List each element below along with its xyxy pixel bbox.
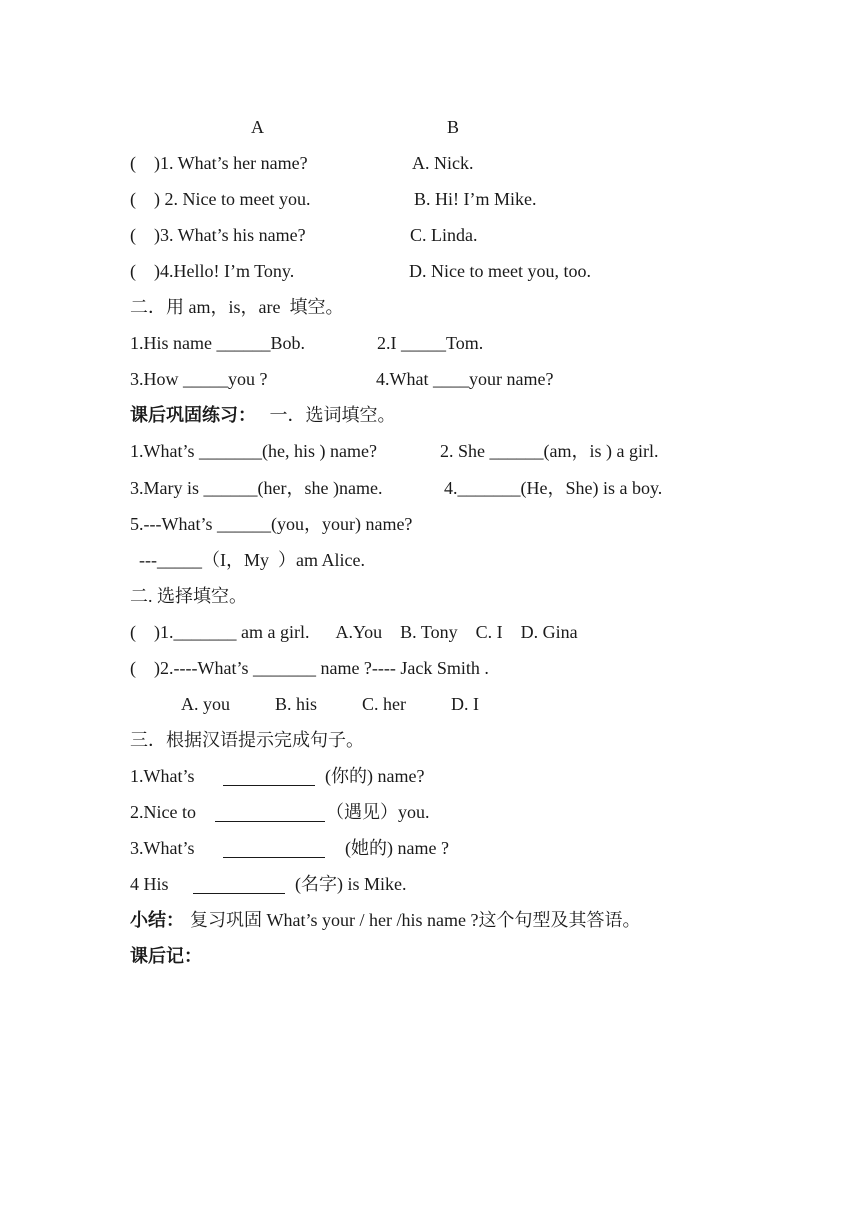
matching-answer-a: A. Nick. [412,153,474,173]
choice-question-2-options: A. you B. his C. her D. I [181,694,479,714]
practice-section-1-title: 一．选词填空。 [256,405,396,425]
fill-question-3: 3.How _____you ? [130,369,268,389]
fill-question-1: 1.His name ______Bob. [130,333,305,353]
complete-question-2-prefix: 2.Nice to [130,802,196,822]
choice-question-2: ( )2.----What’s _______ name ?---- Jack Smith . [130,658,489,678]
answer-blank-1 [223,785,315,786]
fill-question-2: 2.I _____Tom. [377,333,484,353]
answer-blank-4 [193,893,285,894]
word-choice-question-5: 5.---What’s ______(you，your) name? [130,514,413,534]
word-choice-question-4: 4._______(He，She) is a boy. [444,478,663,498]
complete-question-3-hint: (她的) name ? [345,838,449,858]
complete-question-4-hint: (名字) is Mike. [295,874,407,894]
complete-question-1-hint: (你的) name? [325,766,425,786]
section-title-complete: 三．根据汉语提示完成句子。 [130,730,364,750]
summary-label: 小结： [130,910,184,930]
choice-question-1: ( )1._______ am a girl. A.You B. Tony C. I D. Gina [130,622,578,642]
matching-answer-c: C. Linda. [410,225,478,245]
complete-question-4-prefix: 4 His [130,874,169,894]
matching-answer-d: D. Nice to meet you, too. [409,261,591,281]
matching-question-2: ( ) 2. Nice to meet you. [130,189,311,209]
matching-question-4: ( )4.Hello! I’m Tony. [130,261,295,281]
summary-text: 复习巩固 What’s your / her /his name ?这个句型及其答语。 [190,910,641,930]
complete-question-3-prefix: 3.What’s [130,838,195,858]
word-choice-question-3: 3.Mary is ______(her，she )name. [130,478,383,498]
matching-question-1: ( )1. What’s her name? [130,153,308,173]
section-title-am-is-are: 二．用 am，is，are 填空。 [130,297,344,317]
complete-question-2-hint: （遇见）you. [326,802,430,822]
column-header-b: B [447,117,460,137]
answer-blank-3 [223,857,325,858]
section-title-choice: 二. 选择填空。 [130,586,247,606]
column-header-a: A [251,117,264,137]
complete-question-1-prefix: 1.What’s [130,766,195,786]
word-choice-question-2: 2. She ______(am，is ) a girl. [440,441,659,461]
matching-question-3: ( )3. What’s his name? [130,225,306,245]
word-choice-question-1: 1.What’s _______(he, his ) name? [130,441,377,461]
matching-answer-b: B. Hi! I’m Mike. [414,189,537,209]
word-choice-question-5-answer: ---_____（I，My ）am Alice. [130,550,365,570]
fill-question-4: 4.What ____your name? [376,369,554,389]
afterword-label: 课后记： [130,946,202,966]
answer-blank-2 [215,821,325,822]
practice-label: 课后巩固练习： [130,405,256,425]
